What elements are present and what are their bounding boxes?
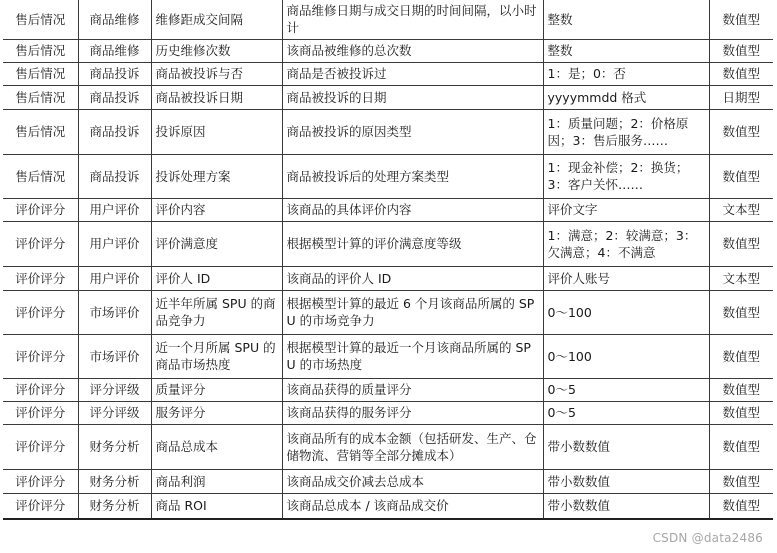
description-cell: 该商品所有的成本金额（包括研发、生产、仓储物流、营销等全部分摊成本） — [282, 424, 543, 469]
field-name-cell: 投诉处理方案 — [151, 154, 282, 198]
data-type-cell: 数值型 — [709, 290, 773, 334]
table-row — [3, 424, 773, 469]
category-cell: 评价评分 — [3, 198, 78, 221]
table-row — [3, 290, 773, 334]
data-type-cell: 数值型 — [709, 334, 773, 378]
description-cell: 该商品成交价减去总成本 — [282, 469, 543, 493]
value-range-cell: 带小数数值 — [543, 469, 709, 493]
description-cell: 商品被投诉的原因类型 — [282, 109, 543, 154]
field-name-cell: 历史维修次数 — [151, 39, 282, 62]
subcategory-cell: 市场评价 — [78, 290, 151, 334]
data-type-cell: 数值型 — [709, 424, 773, 469]
field-spec-table — [3, 0, 773, 520]
table-row — [3, 85, 773, 109]
field-name-cell: 评价满意度 — [151, 221, 282, 266]
data-type-cell: 数值型 — [709, 221, 773, 266]
data-type-cell: 数值型 — [709, 62, 773, 85]
value-range-cell: 整数 — [543, 39, 709, 62]
subcategory-cell: 评分评级 — [78, 401, 151, 424]
field-name-cell: 评价内容 — [151, 198, 282, 221]
category-cell: 售后情况 — [3, 39, 78, 62]
description-cell: 该商品的具体评价内容 — [282, 198, 543, 221]
category-cell: 评价评分 — [3, 401, 78, 424]
field-name-cell: 商品利润 — [151, 469, 282, 493]
field-name-cell: 商品 ROI — [151, 493, 282, 519]
description-cell: 该商品总成本 / 该商品成交价 — [282, 493, 543, 519]
data-type-cell: 文本型 — [709, 198, 773, 221]
value-range-cell: 评价人账号 — [543, 266, 709, 290]
category-cell: 评价评分 — [3, 493, 78, 519]
category-cell: 评价评分 — [3, 469, 78, 493]
category-cell: 售后情况 — [3, 109, 78, 154]
description-cell: 商品维修日期与成交日期的时间间隔，以小时计 — [282, 0, 543, 39]
description-cell: 根据模型计算的最近一个月该商品所属的 SPU 的市场热度 — [282, 334, 543, 378]
watermark-text: CSDN @data2486 — [652, 531, 763, 545]
description-cell: 商品被投诉的日期 — [282, 85, 543, 109]
data-type-cell: 数值型 — [709, 493, 773, 519]
table-row — [3, 0, 773, 39]
category-cell: 评价评分 — [3, 424, 78, 469]
field-name-cell: 商品被投诉日期 — [151, 85, 282, 109]
field-name-cell: 维修距成交间隔 — [151, 0, 282, 39]
data-type-cell: 数值型 — [709, 0, 773, 39]
description-cell: 根据模型计算的最近 6 个月该商品所属的 SPU 的市场竞争力 — [282, 290, 543, 334]
subcategory-cell: 商品投诉 — [78, 62, 151, 85]
field-name-cell: 近半年所属 SPU 的商品竞争力 — [151, 290, 282, 334]
field-name-cell: 投诉原因 — [151, 109, 282, 154]
table-body — [3, 0, 773, 519]
data-type-cell: 数值型 — [709, 154, 773, 198]
subcategory-cell: 商品投诉 — [78, 154, 151, 198]
data-type-cell: 数值型 — [709, 401, 773, 424]
subcategory-cell: 财务分析 — [78, 469, 151, 493]
value-range-cell: 0～100 — [543, 290, 709, 334]
table-row — [3, 266, 773, 290]
value-range-cell: 1：质量问题；2：价格原因；3：售后服务…… — [543, 109, 709, 154]
field-name-cell: 服务评分 — [151, 401, 282, 424]
description-cell: 该商品获得的质量评分 — [282, 378, 543, 401]
table-row — [3, 334, 773, 378]
subcategory-cell: 市场评价 — [78, 334, 151, 378]
category-cell: 评价评分 — [3, 334, 78, 378]
value-range-cell: 0～5 — [543, 378, 709, 401]
field-name-cell: 评价人 ID — [151, 266, 282, 290]
category-cell: 售后情况 — [3, 62, 78, 85]
data-type-cell: 日期型 — [709, 85, 773, 109]
description-cell: 商品被投诉后的处理方案类型 — [282, 154, 543, 198]
table-row — [3, 109, 773, 154]
category-cell: 售后情况 — [3, 85, 78, 109]
data-type-cell: 数值型 — [709, 109, 773, 154]
field-name-cell: 商品总成本 — [151, 424, 282, 469]
data-type-cell: 数值型 — [709, 39, 773, 62]
table-row — [3, 154, 773, 198]
field-name-cell: 近一个月所属 SPU 的商品市场热度 — [151, 334, 282, 378]
category-cell: 售后情况 — [3, 154, 78, 198]
table-row — [3, 493, 773, 519]
value-range-cell: 0～100 — [543, 334, 709, 378]
value-range-cell: 1：现金补偿；2：换货；3：客户关怀…… — [543, 154, 709, 198]
table-row — [3, 401, 773, 424]
value-range-cell: 带小数数值 — [543, 424, 709, 469]
value-range-cell: 0～5 — [543, 401, 709, 424]
description-cell: 商品是否被投诉过 — [282, 62, 543, 85]
description-cell: 该商品的评价人 ID — [282, 266, 543, 290]
table-row — [3, 39, 773, 62]
category-cell: 评价评分 — [3, 378, 78, 401]
table-row — [3, 62, 773, 85]
subcategory-cell: 评分评级 — [78, 378, 151, 401]
category-cell: 售后情况 — [3, 0, 78, 39]
subcategory-cell: 财务分析 — [78, 424, 151, 469]
subcategory-cell: 用户评价 — [78, 198, 151, 221]
table-row — [3, 378, 773, 401]
field-name-cell: 商品被投诉与否 — [151, 62, 282, 85]
field-name-cell: 质量评分 — [151, 378, 282, 401]
data-type-cell: 数值型 — [709, 378, 773, 401]
subcategory-cell: 用户评价 — [78, 221, 151, 266]
description-cell: 根据模型计算的评价满意度等级 — [282, 221, 543, 266]
value-range-cell: 带小数数值 — [543, 493, 709, 519]
value-range-cell: 评价文字 — [543, 198, 709, 221]
table-row — [3, 221, 773, 266]
category-cell: 评价评分 — [3, 290, 78, 334]
table-row — [3, 198, 773, 221]
description-cell: 该商品获得的服务评分 — [282, 401, 543, 424]
description-cell: 该商品被维修的总次数 — [282, 39, 543, 62]
value-range-cell: 整数 — [543, 0, 709, 39]
value-range-cell: 1：是；0：否 — [543, 62, 709, 85]
category-cell: 评价评分 — [3, 221, 78, 266]
subcategory-cell: 商品投诉 — [78, 85, 151, 109]
value-range-cell: 1：满意；2：较满意；3：欠满意；4：不满意 — [543, 221, 709, 266]
subcategory-cell: 用户评价 — [78, 266, 151, 290]
subcategory-cell: 商品投诉 — [78, 109, 151, 154]
subcategory-cell: 商品维修 — [78, 0, 151, 39]
subcategory-cell: 商品维修 — [78, 39, 151, 62]
table-row — [3, 469, 773, 493]
data-type-cell: 数值型 — [709, 469, 773, 493]
data-type-cell: 文本型 — [709, 266, 773, 290]
subcategory-cell: 财务分析 — [78, 493, 151, 519]
value-range-cell: yyyymmdd 格式 — [543, 85, 709, 109]
category-cell: 评价评分 — [3, 266, 78, 290]
